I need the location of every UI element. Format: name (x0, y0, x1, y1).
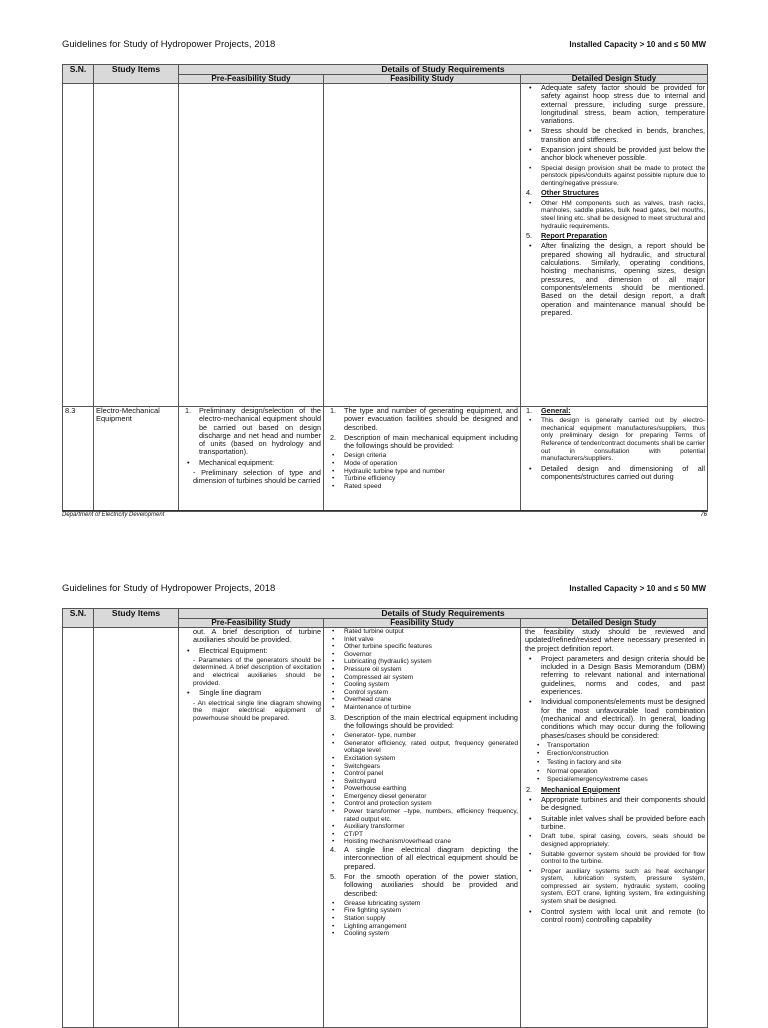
list-item: • Draft tube, spiral casing, covers, seals should be designed appropriately. (523, 833, 705, 848)
detailed-design-cell (521, 407, 708, 512)
list-item: • Suitable inlet valves shall be provided before each turbine. (523, 815, 705, 832)
list-item: • Switchgears (326, 763, 518, 771)
list-item: • Control panel (326, 770, 518, 778)
feasibility-cell (324, 407, 521, 512)
section-number: 4. (526, 188, 533, 198)
list-item: • Governor (326, 651, 518, 659)
study-requirements-table (62, 608, 708, 1028)
list-item: 1. The type and number of generating equipment, and power evacuation facilities should be designed and described. (326, 407, 518, 432)
list-item: • Rated turbine output (326, 628, 518, 636)
header-capacity: Installed Capacity > 10 and ≤ 50 MW (569, 40, 706, 49)
col-detailed-design: Detailed Design Study (521, 619, 708, 628)
list-item: out. A brief description of turbine auxiliaries should be provided. (193, 627, 321, 645)
list-item: • Electrical Equipment: (181, 647, 321, 655)
list-item: • Adequate safety factor should be provided for safety against hoop stress due to internal and external pressure, including surge pressure, longitudinal stress, beam action, temperature variations. (523, 84, 705, 125)
section-general (523, 407, 705, 415)
pre-feasibility-cell (179, 628, 324, 1028)
list-item: • Mode of operation (326, 460, 518, 468)
table-row (63, 628, 708, 1028)
list-item: 1. Preliminary design/selection of the electro-mechanical equipment should be carried out based on design discharge and net head and number of units (based on hydrology and transportation). (181, 407, 321, 457)
list-item: • Erection/construction (523, 750, 705, 758)
list-item: • Rated speed (326, 483, 518, 491)
list-item: • Maintenance of turbine (326, 704, 518, 712)
list-item: • Individual components/elements must be designed for the most unfavourable load combination (mechanical and electrical). In general, loading conditions which may occur during the following phases/cases should be considered: (523, 698, 705, 739)
section-number: 1. (526, 406, 533, 415)
list-item: • Testing in factory and site (523, 759, 705, 767)
list-item: • Cooling system (326, 930, 518, 938)
col-feasibility: Feasibility Study (324, 75, 521, 84)
footer-department: Department of Electricity Development (62, 512, 165, 518)
col-detailed-design: Detailed Design Study (521, 75, 708, 84)
col-sn: S.N. (63, 65, 94, 84)
list-item: 4. A single line electrical diagram depicting the interconnection of all electrical equipment should be prepared. (326, 846, 518, 871)
list-item: • Design criteria (326, 452, 518, 460)
list-item: • Cooling system (326, 681, 518, 689)
list-item: • Overhead crane (326, 696, 518, 704)
col-pre-feasibility: Pre-Feasibility Study (179, 619, 324, 628)
section-mechanical-equipment (523, 786, 705, 794)
table-row (63, 84, 708, 407)
page-77 (0, 560, 768, 1024)
list-item: 5. For the smooth operation of the power station, following auxiliaries should be provided and described: (326, 873, 518, 898)
list-item: • CT/PT (326, 831, 518, 839)
list-item: • Other HM components such as valves, trash racks, manholes, saddle plates, bulk head gates, bel mouths, steel lining etc. shall be designed to meet structural and hydraulic requirements. (523, 200, 705, 230)
section-number: 2. (526, 784, 533, 794)
list-item: • Stress should be checked in bends, branches, transition and stiffeners. (523, 127, 705, 144)
detailed-design-cell (521, 84, 708, 407)
list-item: • Project parameters and design criteria should be included in a Design Basis Memorandum (DBM) referring to relevant national and international guidelines, norms and codes, and past experiences. (523, 655, 705, 696)
list-item: • Detailed design and dimensioning of all components/structures carried out during (523, 465, 705, 482)
list-item: - An electrical single line diagram showing the major electrical equipment of powerhouse should be prepared. (193, 699, 321, 722)
header-capacity: Installed Capacity > 10 and ≤ 50 MW (569, 584, 706, 593)
col-study-items: Study Items (94, 65, 179, 84)
list-item: • Inlet valve (326, 636, 518, 644)
list-item: • Hydraulic turbine type and number (326, 468, 518, 476)
section-other-structures (523, 189, 705, 197)
section-report-preparation (523, 232, 705, 240)
list-item: the feasibility study should be reviewed and updated/refined/revised where necessary presented in the project definition report. (525, 627, 706, 653)
list-item: • Expansion joint should be provided just below the anchor block whenever possible. (523, 146, 705, 163)
list-item: • Fire fighting system (326, 907, 518, 915)
list-item: • Lubricating (hydraulic) system (326, 658, 518, 666)
section-number: 5. (526, 231, 533, 241)
list-item: • Grease lubricating system (326, 900, 518, 908)
pre-feasibility-cell (179, 407, 324, 512)
section-label: General: (541, 406, 571, 415)
list-item: • Special/emergency/extreme cases (523, 776, 705, 784)
list-item: • Emergency diesel generator (326, 793, 518, 801)
list-item: • Single line diagram (181, 689, 321, 697)
list-item: • Appropriate turbines and their components should be designed. (523, 796, 705, 813)
row-sn: 8.3 (63, 407, 94, 512)
list-item: • Transportation (523, 742, 705, 750)
detailed-design-cell (521, 628, 708, 1028)
col-feasibility: Feasibility Study (324, 619, 521, 628)
section-label: Report Preparation (541, 231, 608, 241)
list-item: • Power transformer –type, numbers, efficiency frequency, rated output etc. (326, 808, 518, 823)
list-item: 2. Description of main mechanical equipment including the followings should be provided: (326, 434, 518, 451)
feasibility-cell (324, 628, 521, 1028)
page-footer (62, 510, 707, 518)
list-item: • Generator- type, number (326, 732, 518, 740)
list-item: • Other turbine specific features (326, 643, 518, 651)
list-item: • Proper auxiliary systems such as heat exchanger system, lubrication system, pressure system, compressed air system, hydraulic system, cooling system, EOT crane, lighting system, fire extinguishing system shall be designed. (523, 868, 705, 906)
list-item: • Powerhouse earthing (326, 785, 518, 793)
list-item: - Parameters of the generators should be determined. A brief description of excitation and electrical auxiliaries should be provided. (193, 656, 321, 687)
list-item: • Control and protection system (326, 800, 518, 808)
col-details: Details of Study Requirements (179, 609, 708, 619)
list-item: • Switchyard (326, 778, 518, 786)
list-item: • Hoisting mechanism/overhead crane (326, 838, 518, 846)
col-pre-feasibility: Pre-Feasibility Study (179, 75, 324, 84)
col-details: Details of Study Requirements (179, 65, 708, 75)
list-item: • Control system with local unit and remote (to control room) controlling capability (523, 908, 705, 925)
list-item: • Station supply (326, 915, 518, 923)
list-item: • Suitable governor system should be provided for flow control to the turbine. (523, 851, 705, 866)
list-item: • Control system (326, 689, 518, 697)
header-title: Guidelines for Study of Hydropower Projects, 2018 (62, 583, 276, 594)
section-label: Other Structures (541, 188, 599, 198)
list-item: • Pressure oil system (326, 666, 518, 674)
list-item: • Excitation system (326, 755, 518, 763)
row-study-item: Electro-Mechanical Equipment (94, 407, 179, 512)
list-item: • Normal operation (523, 768, 705, 776)
list-item: • Auxiliary transformer (326, 823, 518, 831)
list-item: • Turbine efficiency (326, 475, 518, 483)
list-item: • This design is generally carried out by electro-mechanical equipment manufactures/suppliers, thus only preliminary design for preparing Terms of Reference of tender/contract documents shall be carrier out in consultation with potential manufacturers/suppliers. (523, 417, 705, 463)
list-item: 3. Description of the main electrical equipment including the followings should be provided: (326, 714, 518, 731)
section-label: Mechanical Equipment (541, 784, 621, 794)
col-study-items: Study Items (94, 609, 179, 628)
page-number: 76 (700, 512, 707, 518)
list-item: - Preliminary selection of type and dimension of turbines should be carried (193, 468, 321, 486)
header-title: Guidelines for Study of Hydropower Projects, 2018 (62, 39, 276, 50)
study-requirements-table (62, 64, 708, 512)
col-sn: S.N. (63, 609, 94, 628)
list-item: • Mechanical equipment: (181, 459, 321, 467)
list-item: • Lighting arrangement (326, 923, 518, 931)
list-item: • After finalizing the design, a report should be prepared showing all hydraulic, and structural calculations. Similarly, operating conditions, hoisting mechanisms, opening sizes, design pressures, and dimension of all major components/elements should be mentioned. Based on the detail design report, a draft operation and maintenance manual should be prepared. (523, 242, 705, 317)
list-item: • Special design provision shall be made to protect the penstock pipes/conduits against possible rupture due to denting/negative pressure. (523, 165, 705, 188)
list-item: • Compressed air system (326, 674, 518, 682)
list-item: • Generator efficiency, rated output, frequency generated voltage level (326, 740, 518, 755)
table-row (63, 407, 708, 512)
